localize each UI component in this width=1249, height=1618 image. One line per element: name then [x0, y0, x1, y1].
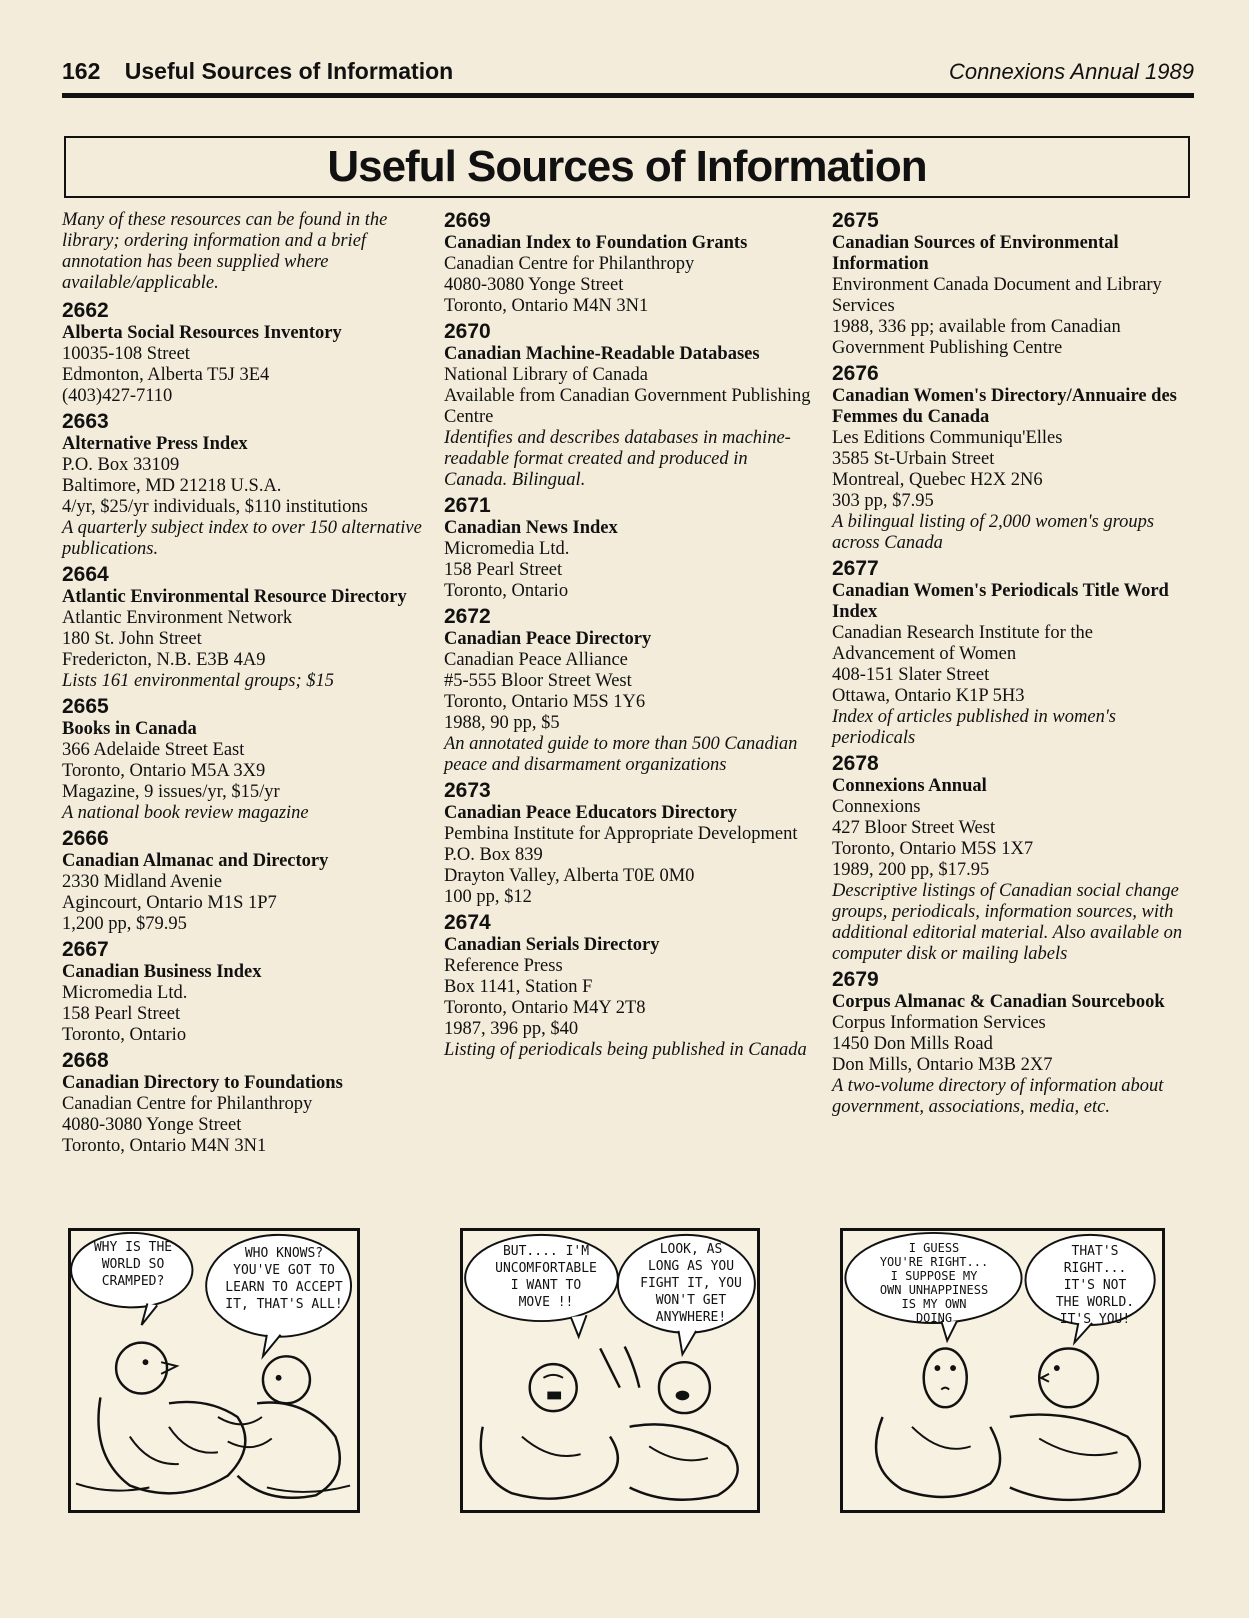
listing-detail: 427 Bloor Street West	[832, 818, 996, 838]
page-title: Useful Sources of Information	[327, 142, 927, 191]
listing-2662	[62, 298, 422, 407]
listing-title: Connexions Annual	[832, 776, 987, 796]
listing-detail: 366 Adelaide Street East	[62, 740, 245, 760]
listing-number: 2679	[832, 968, 879, 991]
running-head-left	[62, 58, 453, 85]
listing-detail: Don Mills, Ontario M3B 2X7	[832, 1055, 1053, 1075]
listing-detail: Corpus Information Services	[832, 1013, 1046, 1033]
listing-detail: Box 1141, Station F	[444, 977, 593, 997]
listing-annotation: Descriptive listings of Canadian social change groups, periodicals, information sources, with additional editorial material. Also available on computer disk or mailing labels	[832, 881, 1183, 964]
column-2	[444, 206, 814, 1061]
listing-number: 2663	[62, 410, 109, 433]
listing-number: 2665	[62, 695, 109, 718]
comic-strip	[0, 1228, 1249, 1518]
listing-number: 2670	[444, 320, 491, 343]
panel-3-bubble-1: I GUESS YOU'RE RIGHT... I SUPPOSE MY OWN UNHAPPINESS IS MY OWN DOING	[879, 1241, 989, 1325]
listing-detail: Micromedia Ltd.	[62, 983, 188, 1003]
listing-detail: P.O. Box 839	[444, 845, 543, 865]
listing-2675	[832, 208, 1192, 359]
listing-title: Atlantic Environmental Resource Directory	[62, 587, 407, 607]
listing-title: Canadian Index to Foundation Grants	[444, 233, 748, 253]
listing-number: 2675	[832, 209, 879, 232]
section-title: Useful Sources of Information	[124, 58, 454, 84]
listing-detail: Toronto, Ontario M4N 3N1	[444, 296, 649, 316]
listing-detail: National Library of Canada	[444, 365, 648, 385]
listing-detail: 1987, 396 pp, $40	[444, 1019, 579, 1039]
listing-title: Books in Canada	[62, 719, 197, 739]
listing-detail: Environment Canada Document and Library Services	[832, 275, 1162, 316]
listing-detail: Connexions	[832, 797, 921, 817]
listing-annotation: An annotated guide to more than 500 Canadian peace and disarmament organizations	[444, 734, 798, 775]
listing-number: 2677	[832, 557, 879, 580]
listing-detail: 1988, 90 pp, $5	[444, 713, 560, 733]
intro-text: Many of these resources can be found in the library; ordering information and a brief annotation has been supplied where available/applicable.	[62, 210, 388, 293]
listing-detail: Atlantic Environment Network	[62, 608, 293, 628]
listing-2676	[832, 361, 1192, 554]
listing-detail: Ottawa, Ontario K1P 5H3	[832, 686, 1025, 706]
listing-2671	[444, 493, 814, 602]
listing-title: Canadian Peace Educators Directory	[444, 803, 738, 823]
running-head	[62, 58, 1194, 92]
listing-annotation: Index of articles published in women's periodicals	[832, 707, 1116, 748]
listing-detail: 4/yr, $25/yr individuals, $110 institutions	[62, 497, 368, 517]
listing-2672	[444, 604, 814, 776]
column-1	[62, 206, 422, 1157]
listing-title: Canadian Serials Directory	[444, 935, 660, 955]
listing-title: Corpus Almanac & Canadian Sourcebook	[832, 992, 1165, 1012]
listing-detail: #5-555 Bloor Street West	[444, 671, 632, 691]
listing-detail: 1450 Don Mills Road	[832, 1034, 993, 1054]
listing-detail: (403)427-7110	[62, 386, 173, 406]
listing-number: 2678	[832, 752, 879, 775]
listing-detail: 180 St. John Street	[62, 629, 202, 649]
listing-detail: Toronto, Ontario M4Y 2T8	[444, 998, 646, 1018]
listing-2668	[62, 1048, 422, 1157]
comic-panel-2	[460, 1228, 760, 1513]
listing-detail: 10035-108 Street	[62, 344, 190, 364]
listing-detail: Les Editions Communiqu'Elles	[832, 428, 1063, 448]
listing-2664	[62, 562, 422, 692]
listing-detail: Pembina Institute for Appropriate Development	[444, 824, 798, 844]
listing-number: 2669	[444, 209, 491, 232]
listing-number: 2664	[62, 563, 109, 586]
listing-detail: Canadian Peace Alliance	[444, 650, 628, 670]
listing-detail: 158 Pearl Street	[62, 1004, 181, 1024]
page-number: 162	[62, 58, 101, 84]
listing-2677	[832, 556, 1192, 749]
listing-detail: Toronto, Ontario	[62, 1025, 187, 1045]
listing-2666	[62, 826, 422, 935]
panel-2-bubble-1: BUT.... I'M UNCOMFORTABLE I WANT TO MOVE !!	[495, 1244, 597, 1310]
listing-2667	[62, 937, 422, 1046]
listing-detail: Canadian Research Institute for the Advancement of Women	[832, 623, 1093, 664]
listing-detail: Montreal, Quebec H2X 2N6	[832, 470, 1043, 490]
listing-detail: 4080-3080 Yonge Street	[444, 275, 624, 295]
listing-detail: Toronto, Ontario	[444, 581, 569, 601]
listing-detail: Fredericton, N.B. E3B 4A9	[62, 650, 266, 670]
listing-detail: Micromedia Ltd.	[444, 539, 570, 559]
listing-title: Canadian Directory to Foundations	[62, 1073, 343, 1093]
listing-title: Canadian Sources of Environmental Information	[832, 233, 1119, 274]
listing-title: Alternative Press Index	[62, 434, 248, 454]
listing-title: Canadian Almanac and Directory	[62, 851, 329, 871]
listing-annotation: A national book review magazine	[62, 803, 309, 823]
listing-detail: 3585 St-Urbain Street	[832, 449, 995, 469]
listing-title: Alberta Social Resources Inventory	[62, 323, 342, 343]
listing-detail: 100 pp, $12	[444, 887, 532, 907]
listing-title: Canadian Peace Directory	[444, 629, 652, 649]
listing-number: 2676	[832, 362, 879, 385]
listing-number: 2674	[444, 911, 491, 934]
listing-detail: 4080-3080 Yonge Street	[62, 1115, 242, 1135]
publication-name: Connexions Annual 1989	[948, 59, 1194, 84]
listing-detail: 2330 Midland Avenie	[62, 872, 222, 892]
panel-1-bubble-2: WHO KNOWS? YOU'VE GOT TO LEARN TO ACCEPT IT, THAT'S ALL!	[225, 1246, 343, 1312]
title-box	[64, 136, 1190, 198]
listing-number: 2667	[62, 938, 109, 961]
listing-annotation: Listing of periodicals being published in Canada	[444, 1040, 807, 1060]
listing-detail: 1989, 200 pp, $17.95	[832, 860, 990, 880]
listing-title: Canadian Women's Directory/Annuaire des Femmes du Canada	[832, 386, 1177, 427]
listing-2665	[62, 694, 422, 824]
listing-annotation: A bilingual listing of 2,000 women's groups across Canada	[832, 512, 1155, 553]
listing-detail: Agincourt, Ontario M1S 1P7	[62, 893, 277, 913]
listing-number: 2673	[444, 779, 491, 802]
listing-detail: Toronto, Ontario M5S 1X7	[832, 839, 1034, 859]
header-rule	[62, 93, 1194, 98]
listing-title: Canadian Machine-Readable Databases	[444, 344, 760, 364]
listing-detail: Toronto, Ontario M5S 1Y6	[444, 692, 646, 712]
listing-detail: Drayton Valley, Alberta T0E 0M0	[444, 866, 695, 886]
comic-panel-3	[840, 1228, 1165, 1513]
panel-2-bubble-2: LOOK, AS LONG AS YOU FIGHT IT, YOU WON'T GET ANYWHERE!	[640, 1242, 742, 1325]
listing-annotation: Lists 161 environmental groups; $15	[62, 671, 335, 691]
listing-detail: Toronto, Ontario M5A 3X9	[62, 761, 266, 781]
listing-number: 2666	[62, 827, 109, 850]
listing-detail: Reference Press	[444, 956, 563, 976]
panel-3-bubble-2: THAT'S RIGHT... IT'S NOT THE WORLD. IT'S YOU!	[1055, 1244, 1135, 1327]
listing-number: 2662	[62, 299, 109, 322]
listing-2663	[62, 409, 422, 560]
listing-title: Canadian Women's Periodicals Title Word Index	[832, 581, 1169, 622]
listing-number: 2668	[62, 1049, 109, 1072]
listing-detail: 1,200 pp, $79.95	[62, 914, 187, 934]
listing-title: Canadian Business Index	[62, 962, 262, 982]
listing-detail: Canadian Centre for Philanthropy	[62, 1094, 313, 1114]
column-3	[832, 206, 1192, 1118]
listing-detail: 303 pp, $7.95	[832, 491, 934, 511]
listing-annotation: A two-volume directory of information about government, associations, media, etc.	[832, 1076, 1164, 1117]
listing-number: 2671	[444, 494, 491, 517]
listing-detail: Edmonton, Alberta T5J 3E4	[62, 365, 270, 385]
listing-number: 2672	[444, 605, 491, 628]
listing-detail: 158 Pearl Street	[444, 560, 563, 580]
listing-title: Canadian News Index	[444, 518, 618, 538]
listing-2673	[444, 778, 814, 908]
listing-annotation: Identifies and describes databases in machine-readable format created and produced in Canada. Bilingual.	[444, 428, 791, 490]
comic-panel-1	[68, 1228, 360, 1513]
listing-detail: Baltimore, MD 21218 U.S.A.	[62, 476, 282, 496]
panel-1-bubble-1: WHY IS THE WORLD SO CRAMPED?	[93, 1240, 173, 1289]
listing-2669	[444, 208, 814, 317]
listing-2679	[832, 967, 1192, 1118]
listing-detail: Toronto, Ontario M4N 3N1	[62, 1136, 267, 1156]
listing-detail: Magazine, 9 issues/yr, $15/yr	[62, 782, 280, 802]
listing-detail: P.O. Box 33109	[62, 455, 180, 475]
listing-2670	[444, 319, 814, 491]
listing-detail: 1988, 336 pp; available from Canadian Government Publishing Centre	[832, 317, 1121, 358]
listing-detail: Available from Canadian Government Publishing Centre	[444, 386, 811, 427]
listing-2674	[444, 910, 814, 1061]
listing-annotation: A quarterly subject index to over 150 alternative publications.	[62, 518, 422, 559]
listing-detail: Canadian Centre for Philanthropy	[444, 254, 695, 274]
listing-2678	[832, 751, 1192, 965]
listing-detail: 408-151 Slater Street	[832, 665, 990, 685]
